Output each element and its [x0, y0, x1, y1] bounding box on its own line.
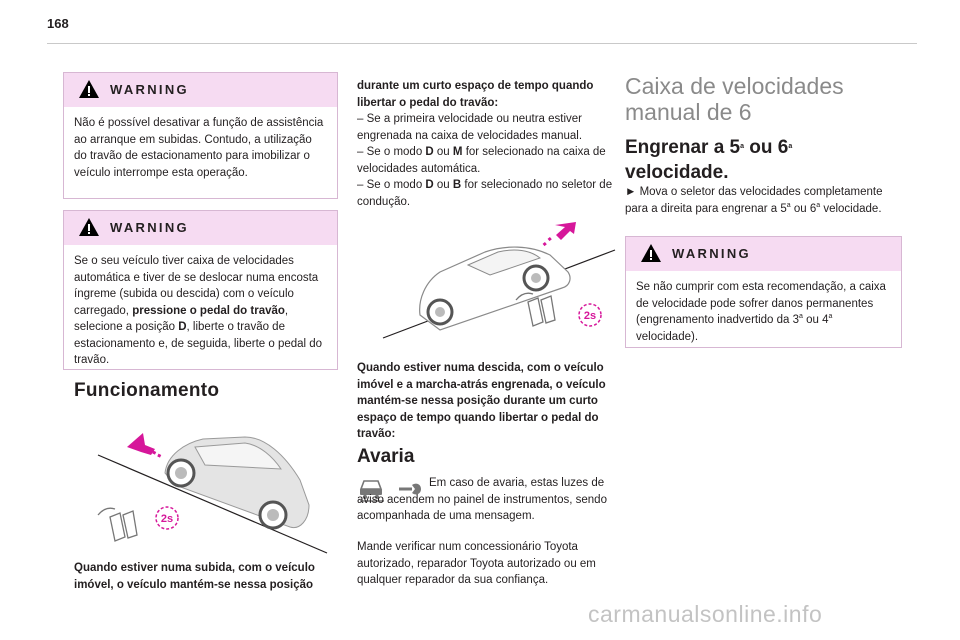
warning-title: WARNING: [110, 220, 189, 235]
watermark: carmanualsonline.info: [588, 601, 823, 627]
uphill-car-illustration: [95, 425, 330, 555]
section-heading-avaria: Avaria: [357, 446, 415, 467]
caption-uphill: Quando estiver numa subida, com o veículo imóvel, o veículo mantém-se nessa posição: [74, 562, 315, 591]
gear-instruction: ► Mova o seletor das velocidades completamente para a direita para engrenar a 5$^a$ ou 6$^a$ velocidade.: [625, 186, 883, 215]
warning-text: Se o seu veículo tiver caixa de velocidades automática e tiver de se deslocar numa encosta íngreme (subida ou descida) com o veículo carregado, pressione o pedal do travão, selecione a posição D, liberte o travão de estacionamento e, de seguida, liberte o pedal do travão.: [74, 255, 323, 366]
warning-triangle-icon: [78, 79, 100, 99]
warning-text: Não é possível desativar a função de assistência ao arranque em subidas. Contudo, a utilização do travão de estacionamento para imobilizar o veículo interrompe esta operação.: [74, 117, 324, 179]
warning-title: WARNING: [110, 82, 189, 97]
warning-text: Se não cumprir com esta recomendação, a caixa de velocidade pode sofrer danos permanentes (engrenamento inadvertido da 3$^a$ ou 4$^a$ velocidade).: [636, 281, 886, 343]
warning-box-3: [625, 236, 902, 348]
warning-header: [64, 73, 337, 107]
hold-2s-icon: [156, 507, 178, 529]
page-number: 168: [47, 16, 69, 31]
warning-box-1: [63, 72, 338, 199]
downhill-car-illustration: [380, 220, 620, 340]
section-heading-funcionamento: Funcionamento: [74, 380, 220, 401]
brake-conditions-text: durante um curto espaço de tempo quando libertar o pedal do travão: – Se a primeira velocidade ou neutra estiver engrenada na caixa de velocidades manual. – Se o modo D ou M for selecionado na caixa de velocidades automática. – Se o modo D ou B for selecionado no seletor de condução.: [357, 80, 613, 208]
motion-arrow-icon: [127, 433, 161, 458]
motion-arrow-icon: [543, 222, 576, 246]
warning-header: [626, 237, 901, 271]
warning-triangle-icon: [640, 243, 662, 263]
warning-header: [64, 211, 337, 245]
hold-2s-label: 2s: [160, 513, 174, 525]
hold-2s-icon: [579, 304, 601, 326]
warning-triangle-icon: [78, 217, 100, 237]
warning-title: WARNING: [672, 246, 751, 261]
top-divider: [47, 43, 917, 44]
avaria-text-1: Em caso de avaria, estas luzes de aviso acendem no painel de instrumentos, sendo acompanhada de uma mensagem.: [357, 477, 607, 522]
caption-downhill: Quando estiver numa descida, com o veículo imóvel e a marcha-atrás engrenada, o veículo mantém-se nessa posição durante um curto espaço de tempo quando libertar o pedal do travão:: [357, 362, 606, 440]
brake-pedal-icon: [98, 508, 137, 541]
page-title: Caixa de velocidades manual de 6: [625, 73, 844, 125]
avaria-text-2: Mande verificar num concessionário Toyota autorizado, reparador Toyota autorizado ou em qualquer reparador da sua confiança.: [357, 541, 596, 586]
hold-2s-label: 2s: [583, 310, 597, 322]
section-subtitle: Engrenar a 5$^a$ ou 6$^a$ velocidade.: [625, 137, 793, 183]
warning-box-2: [63, 210, 338, 370]
